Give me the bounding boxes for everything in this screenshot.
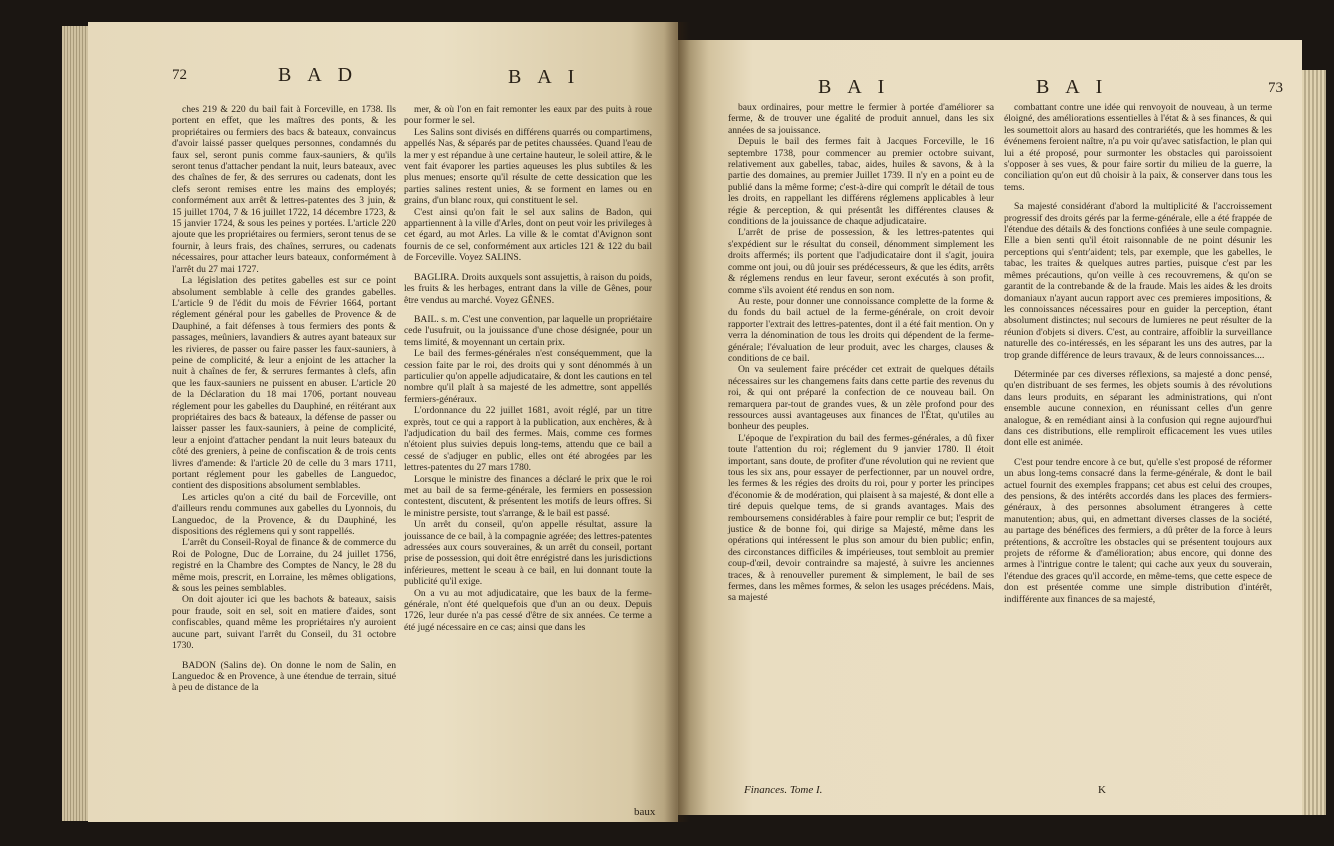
paragraph: ches 219 & 220 du bail fait à Forceville, en 1738. Ils portent en effet, que les maîtres des ponts, & les propriétaires ou fermiers des bacs & bateaux, convaincus d'avoir laissé passer quelques personnes, condamnés du faux sel, seront punis comme faux-sauniers, & qu'ils seront tenus d'attacher pendant la nuit, leurs bateaux, avec des chaînes de fer, & des serrures ou cadenats, dont les clefs seront remises entre les mains des employés; conformément aux arrêt & lettres-patentes des 3 juin, & 15 juillet 1704, 7 & 16 juillet 1722, 14 décembre 1723, & 15 janvier 1724, & sous les peines y portées. L'article 220 ajoute que les propriétaires ou fermiers, seront tenus de se fournir, à leurs frais, des chaînes, serrures, ou cadenats nécessaires, pour attacher leurs bateaux, conformément à l'arrêt du 27 mai 1727. (172, 104, 396, 275)
gutter-shadow (664, 22, 690, 822)
catchword: baux (634, 806, 656, 818)
paragraph: mer, & où l'on en fait remonter les eaux par des puits à roue pour former le sel. (404, 104, 652, 127)
paragraph: Le bail des fermes-générales n'est conséquemment, que la cession faite par le roi, des droits qui y sont dénommés à un particulier qu'on appelle adjudicataire, & dont les cautions en tel nombre qu'il plaît à sa majesté de les admettre, sont appellés fermiers-généraux. (404, 348, 652, 405)
paragraph: L'arrêt du Conseil-Royal de finance & de commerce du Roi de Pologne, Duc de Lorraine, du 24 juillet 1756, registré en la Chambre des Comptes de Nancy, le 28 du même mois, prescrit, en Lorraine, les mêmes obligations, & sous les peines semblables. (172, 537, 396, 595)
paragraph: combattant contre une idée qui renvoyoit de nouveau, à un terme éloigné, des améliorations essentielles à l'état & à ses finances, & qui les soumettoit alors au hasard des contrariétés, que les hommes & les événemens feroient naître, n'a pu voir qu'avec satisfaction, le plan qui lui a été proposé, pour surmonter les obstacles qui paroissoient s'opposer à ses vues, & pour faire sortir du milieu de la guerre, la conciliation qu'on eut dû choisir à la paix, & conserver dans tous les tems. (1004, 102, 1272, 193)
paragraph: Les articles qu'on a cité du bail de Forceville, ont d'ailleurs rendu communes aux gabelles du Lyonnois, du Languedoc, de la Provence, & du Dauphiné, les dispositions des réglemens qui y sont rappellés. (172, 491, 396, 538)
paragraph: On doit ajouter ici que les bachots & bateaux, saisis pour fraude, soit en sel, soit en matiere d'aides, sont confiscables, quand même les propriétaires n'y auroient aucune part, suivant l'arrêt du Conseil, du 31 octobre 1730. (172, 594, 396, 652)
running-head-left: B A D (278, 64, 359, 86)
footer-signature-line: Finances. Tome I. (744, 784, 823, 796)
right-column-2 (1004, 102, 1272, 786)
paragraph: On va seulement faire précéder cet extrait de quelques détails nécessaires sur les changemens faits dans cette partie des revenus du roi, & qui ont préparé la confection de ce nouveau bail. On remarquera par-tout de grandes vues, & un zèle profond pour des ressources aussi avantageuses aux finances de l'État, qu'utiles au bonheur des peuples. (728, 364, 994, 433)
left-column-2 (404, 104, 652, 804)
paragraph: L'arrêt de prise de possession, & les lettres-patentes qui s'expédient sur le résultat du conseil, dénomment simplement les droits affermés; ils portent que l'adjudicataire dont il s'agit, jouira comme ont joui, ou dû jouir ses prédécesseurs, & que les édits, arrêts & réglemens rendus en leur faveur, seront exécutés à son profit, comme s'ils avoient été rendus en son nom. (728, 227, 994, 296)
paragraph: L'ordonnance du 22 juillet 1681, avoit réglé, par un titre exprès, tout ce qui a rapport à la publication, aux enchères, & à l'adjudication du bail des fermes. Mais, comme ces formes n'étoient plus suivies depuis long-tems, attendu que ce bail a cessé de s'adjuger en public, elles ont été abrogées par les lettres-patentes du 27 mars 1780. (404, 405, 652, 474)
paragraph: Un arrêt du conseil, qu'on appelle résultat, assure la jouissance de ce bail, à la compagnie agréée; des lettres-patentes adressées aux cours souveraines, & un arrêt du conseil, portant prise de possession, qui doit être enrégistré dans les jurisdictions inférieures, mettent le sceau à ce bail, en lui donnant toute la publicité qu'il exige. (404, 519, 652, 588)
paragraph: Lorsque le ministre des finances a déclaré le prix que le roi met au bail de sa ferme-générale, les fermiers en possession contestent, discutent, & présentent les motifs de leurs offres. Si le ministre persiste, tout s'arrange, & le bail est passé. (404, 473, 652, 519)
paragraph: Depuis le bail des fermes fait à Jacques Forceville, le 16 septembre 1738, pour commencer au premier octobre suivant, relativement aux gabelles, tabac, aides, huiles & savons, & à la partie des domaines, au premier Juillet 1739. Il n'y en a point eu de publié dans la même forme; c'est-à-dire qui comprît le détail de tous les droits, en rappellant les différens réglemens applicables à leur régie & perception, & qui présentât les différentes clauses & conditions de la jouissance de chaque adjudicataire. (728, 136, 994, 228)
paragraph: On a vu au mot adjudicataire, que les baux de la ferme-générale, n'ont été quelquefois que d'un an ou deux. Depuis 1726, leur durée n'a pas cessé d'être de six années. Ce terme a été jugé nécessaire en ce cas; ainsi que dans les (404, 587, 652, 633)
paragraph: Au reste, pour donner une connoissance complette de la forme & du fonds du bail actuel de la ferme-générale, on croit devoir rapporter l'extrait des lettres-patentes, dont il a été fait mention. On y verra la dénomination de tous les droits qui dépendent de la ferme-générale; l'évaluation de leur produit, avec les charges, clauses & conditions de ce bail. (728, 295, 994, 364)
running-head-right: B A I (1036, 76, 1109, 98)
paragraph: L'époque de l'expiration du bail des fermes-générales, a dû fixer toute l'attention du roi; réglement du 9 janvier 1780. Il étoit important, sans doute, de profiter d'une révolution qui ne revient que tous les six ans, pour essayer de perfectionner, par un nouvel ordre, les fermes & les régies des droits du roi, pour y porter les principes d'économie & de modération, qui plaisent à sa majesté, & dont elle a tiré depuis quelque tems, de si grands avantages. Mais des remboursemens considérables à faire pour remplir ce but; l'esprit de justice & de bonne foi, qui dirige sa Majesté, même dans les opérations qui intéressent le plus son amour du bien public; enfin, des circonstances difficiles & impérieuses, tout sembloit au premier coup-d'œil, devoir contraindre sa majesté, à suivre les anciennes traces, & à renouveller purement & simplement, le bail de ses fermes, dans les mêmes formes, & selon les usages précédens. Mais, sa majesté (728, 432, 994, 604)
paragraph: Déterminée par ces diverses réflexions, sa majesté a donc pensé, qu'en distribuant de ses fermes, les objets soumis à des révolutions dans leurs produits, en séparant les administrations, qui n'ont ensemble aucune connexion, en réunissant celles d'un genre analogue, & en remédiant ainsi à la confusion qui regne aujourd'hui dans ces distributions, elle rempliroit efficacement les vues utiles dont elle est animée. (1004, 368, 1272, 449)
paragraph: baux ordinaires, pour mettre le fermier à portée d'améliorer sa ferme, & de trouver une égalité de produit annuel, dans les six années de sa jouissance. (728, 102, 994, 136)
signature-mark: K (1098, 784, 1106, 796)
paragraph: La législation des petites gabelles est sur ce point absolument semblable à celle des grandes gabelles. L'article 9 de l'édit du mois de Février 1664, portant réglement général pour les gabelles de Provence & de Dauphiné, a fait défenses à tous fermiers des ponts & passages, meûniers, lavandiers & autres ayant bateaux sur les rivieres, de passer ou faire passer les faux-sauniers, à peine de complicité, & leur a enjoint de les attacher la nuit à chaînes de fer, & serrures fermantes à clefs, afin que les faux-sauniers ne puissent en abuser. L'article 20 de la Déclaration du 18 mai 1706, portant nouveau réglement pour les gabelles du Dauphiné, en réitérant aux propriétaires des bacs & bateaux, la défense de passer ou laisser passer les faux-sauniers, à peine de complicité, leur a enjoint d'attacher pendant la nuit leurs bateaux du côté des greniers, à peine de confiscation & de trois cents livres d'amende: & l'article 20 de celle du 3 mars 1711, portant réglement pour les gabelles de Languedoc, contient des dispositions absolument semblables. (172, 275, 396, 492)
paragraph: C'est ainsi qu'on fait le sel aux salins de Badon, qui appartiennent à la ville d'Arles, dont on peut voir les privileges à cet égard, au mot Arles. La ville & le comtat d'Avignon sont fournis de ce sel, conformément aux articles 121 & 122 du bail de Forceville. Voyez SALINS. (404, 206, 652, 264)
right-page (678, 40, 1302, 815)
paragraph: Sa majesté considérant d'abord la multiplicité & l'accroissement progressif des droits gérés par la ferme-générale, elle a été frappée de l'étendue des détails & des fonctions confiées à une seule compagnie. Elle a bien senti qu'il étoit raisonnable de ne point désunir les perceptions qui s'entr'aident; tels, par exemple, que les gabelles, le tabac, les traites & quelques autres parties, puisque c'est par les mêmes précautions, qu'on veille à ces recouvremens, & qu'on se garantit de la contrebande & de la fraude. Mais les aides & les droits domaniaux n'ayant aucun rapport avec ces premieres impositions, & les connoissances nécessaires pour en guider la perception, étant absolument distinctes; nul secours de lumieres ne peut résulter de la réunion d'objets si divers. C'est, au contraire, affoiblir la surveillance naturelle des co-intéressés, en les séparant les uns des autres, par la trop grande différence de leurs travaux, & de leurs connoissances.... (1004, 201, 1272, 361)
page-edges-right (1300, 70, 1326, 815)
running-head-left: B A I (818, 76, 891, 98)
entry-badon: BADON (Salins de). On donne le nom de Salin, en Languedoc & en Provence, à une étendue de terrain, situé à peu de distance de la (172, 659, 396, 694)
page-number: 72 (172, 67, 187, 83)
left-column-1 (172, 104, 396, 804)
entry-bail: BAIL. s. m. C'est une convention, par laquelle un propriétaire cede l'usufruit, ou la jouissance d'une chose désignée, pour un tems limité, & moyennant un certain prix. (404, 313, 652, 348)
paragraph: Les Salins sont divisés en différens quarrés ou compartimens, appellés Nas, & séparés par de petites chaussées. Quand l'eau de la mer y est répandue à une certaine hauteur, le soleil attire, & le vent fait évaporer les parties aqueuses les plus subtiles & les plus menues; ensorte qu'il résulte de cette dessication que les parties salines restent unies, & se forment en lames ou en grains, d'un blanc roux, qui constituent le sel. (404, 126, 652, 207)
running-head-right: B A I (508, 66, 581, 88)
right-column-1 (728, 102, 994, 782)
page-number: 73 (1268, 80, 1283, 96)
entry-baglira: BAGLIRA. Droits auxquels sont assujettis, à raison du poids, les fruits & les herbages, entrant dans la ville de Gênes, pour être vendus au marché. Voyez GÊNES. (404, 271, 652, 306)
left-page (88, 22, 678, 822)
paragraph: C'est pour tendre encore à ce but, qu'elle s'est proposé de réformer un abus long-tems consacré dans la ferme-générale, & dont le bail actuel fournit des exemples frappans; cet abus est celui des croupes, des pensions, & des intérêts accordés dans les places des fermiers-généraux, à des personnes absolument étrangeres à cette manutention; abus, qui, en admettant diverses classes de la société, au partage des bénéfices des fermiers, a dû prêter de la force à leurs prétentions, & accroître les obstacles qui se présentent toujours aux projets de réforme & d'amélioration; abus encore, qui donne des armes à l'intrigue contre le talent; qui cache aux yeux du souverain, l'étendue des graces qu'il accorde, en même-tems, que cette espece de don est présentée comme une simple distribution d'intérêt, indifférente aux finances de sa majesté, (1004, 456, 1272, 605)
